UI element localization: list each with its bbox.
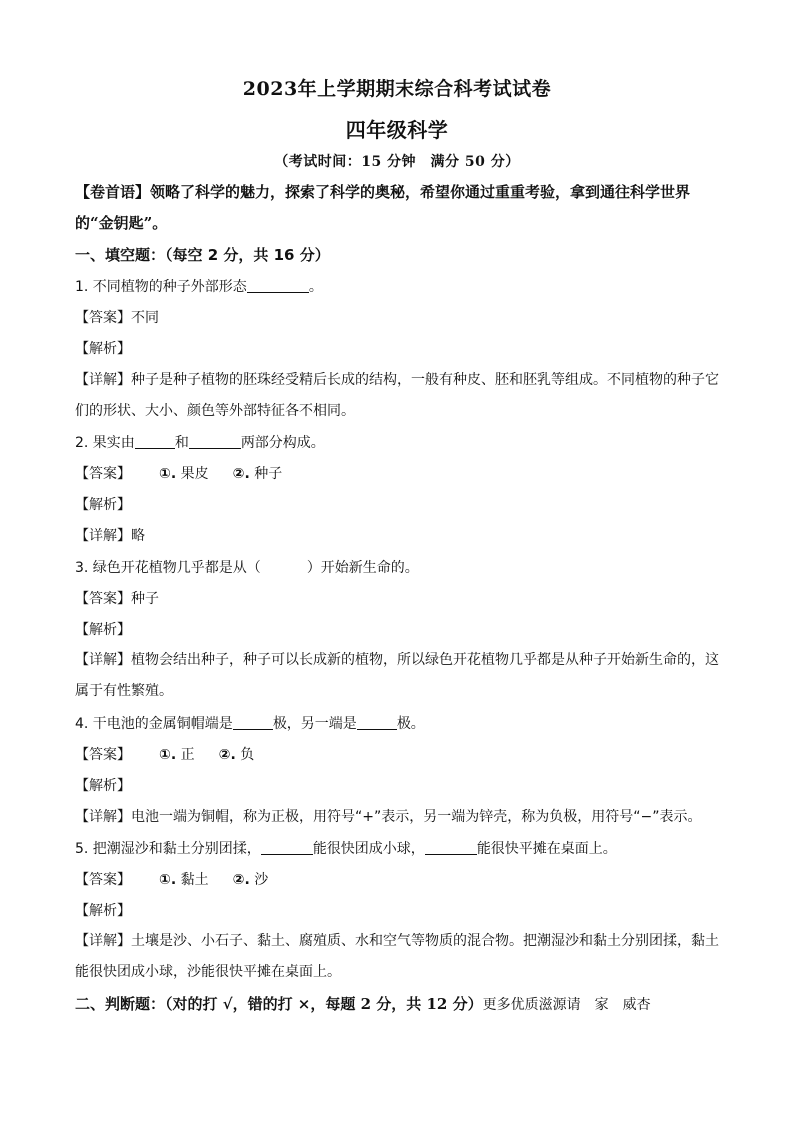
answer-blank [425, 840, 477, 855]
question-5-detail: 【详解】土壤是沙、小石子、黏土、腐殖质、水和空气等物质的混合物。把潮湿沙和黏土分别团揉，黏土能很快团成小球，沙能很快平摊在桌面上。 [75, 933, 719, 980]
answer-blank [357, 715, 397, 730]
question-5-stem: 5. 把潮湿沙和黏土分别团揉， 能很快团成小球， 能很快平摊在桌面上。 [75, 841, 617, 857]
answer-blank [247, 278, 309, 293]
section2-note: 更多优质滋源请 家 威杏 [482, 997, 651, 1013]
question-2-answer: 【答案】 ①. 果皮 ②. 种子 [75, 466, 283, 482]
question-4-stem: 4. 干电池的金属铜帽端是 极，另一端是 极。 [75, 716, 425, 732]
exam-title: 2023年上学期期末综合科考试试卷 [242, 78, 552, 100]
intro-text: 领略了科学的魅力，探索了科学的奥秘，希望你通过重重考验，拿到通往科学世界的“金钥匙”。 [75, 183, 691, 232]
question-3-analysis: 【解析】 [75, 622, 131, 638]
question-4-answer: 【答案】 ①. 正 ②. 负 [75, 747, 255, 763]
section2-title-row [75, 993, 735, 1014]
question-1-detail: 【详解】种子是种子植物的胚珠经受精后长成的结构，一般有种皮、胚和胚乳等组成。不同植物的种子它们的形状、大小、颜色等外部特征各不相同。 [75, 372, 719, 419]
question-5-analysis: 【解析】 [75, 903, 131, 919]
question-5-answer: 【答案】 ①. 黏土 ②. 沙 [75, 872, 269, 888]
answer-blank [189, 434, 241, 449]
intro-label: 【卷首语】 [75, 183, 151, 201]
question-2-stem: 2. 果实由 和 两部分构成。 [75, 435, 325, 451]
exam-info: （考试时间：15 分钟 满分 50 分） [274, 154, 520, 170]
intro-paragraph [75, 177, 725, 239]
question-4-analysis: 【解析】 [75, 778, 131, 794]
answer-blank [261, 840, 313, 855]
question-1-answer: 【答案】不同 [75, 310, 159, 326]
section1-title: 一、填空题：（每空 2 分，共 16 分） [75, 246, 330, 264]
question-4-detail: 【详解】电池一端为铜帽，称为正极，用符号“+”表示，另一端为锌壳，称为负极，用符号“−”表示。 [75, 809, 702, 825]
question-1-stem: 1. 不同植物的种子外部形态 。 [75, 279, 323, 295]
question-2-analysis: 【解析】 [75, 497, 131, 513]
section2-title: 二、判断题：（对的打 √，错的打 ×，每题 2 分，共 12 分） [75, 995, 483, 1013]
question-1-analysis: 【解析】 [75, 341, 131, 357]
answer-blank [233, 715, 273, 730]
exam-subtitle: 四年级科学 [345, 118, 449, 142]
question-3-detail: 【详解】植物会结出种子，种子可以长成新的植物，所以绿色开花植物几乎都是从种子开始新生命的，这属于有性繁殖。 [75, 652, 719, 699]
answer-blank [135, 434, 175, 449]
question-3-stem: 3. 绿色开花植物几乎都是从（ ）开始新生命的。 [75, 560, 419, 576]
question-3-answer: 【答案】种子 [75, 591, 159, 607]
question-2-detail: 【详解】略 [75, 528, 145, 544]
